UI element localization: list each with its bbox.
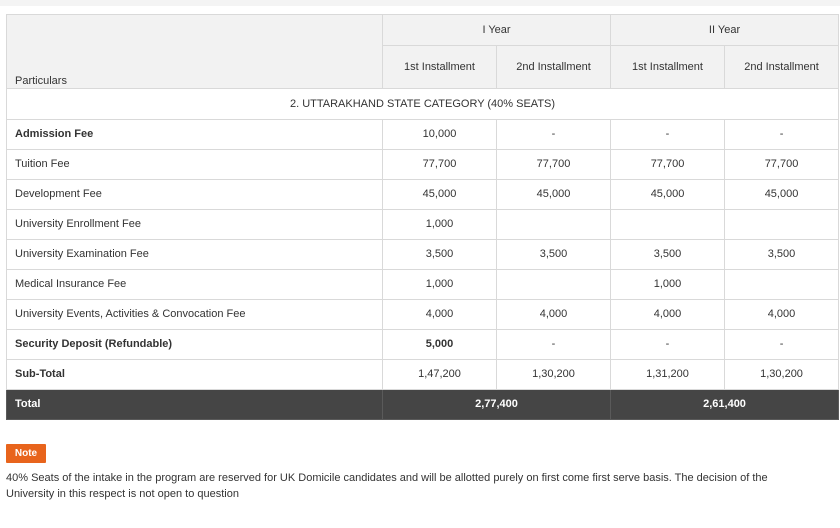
- year-2-header: II Year: [611, 15, 839, 46]
- table-cell: -: [497, 330, 611, 360]
- table-cell: -: [611, 330, 725, 360]
- table-cell: 77,700: [383, 150, 497, 180]
- particulars-header: Particulars: [7, 15, 383, 89]
- fee-structure-table: [6, 14, 839, 420]
- table-cell: 45,000: [725, 180, 839, 210]
- table-cell: 4,000: [497, 300, 611, 330]
- table-cell: 3,500: [725, 240, 839, 270]
- table-cell: 4,000: [383, 300, 497, 330]
- installment-header: 1st Installment: [611, 46, 725, 89]
- row-label: Development Fee: [7, 180, 383, 210]
- table-cell: [497, 210, 611, 240]
- table-row: [7, 300, 839, 330]
- total-year-2: 2,61,400: [611, 390, 839, 420]
- table-row: [7, 270, 839, 300]
- row-label: University Examination Fee: [7, 240, 383, 270]
- total-year-1: 2,77,400: [383, 390, 611, 420]
- installment-header: 1st Installment: [383, 46, 497, 89]
- note-text: 40% Seats of the intake in the program are reserved for UK Domicile candidates and will be allotted purely on first come first serve basis. The decision of the University in this respect is not open to question: [6, 472, 768, 500]
- subtotal-cell: 1,30,200: [725, 360, 839, 390]
- table-cell: 45,000: [383, 180, 497, 210]
- table-row: [7, 150, 839, 180]
- row-label: Medical Insurance Fee: [7, 270, 383, 300]
- table-cell: 3,500: [383, 240, 497, 270]
- table-cell: 1,000: [611, 270, 725, 300]
- subtotal-row: [7, 360, 839, 390]
- note-badge: Note: [6, 444, 46, 463]
- top-strip: [0, 0, 840, 6]
- table-row: [7, 240, 839, 270]
- year-1-header: I Year: [383, 15, 611, 46]
- table-cell: 5,000: [383, 330, 497, 360]
- table-cell: -: [725, 120, 839, 150]
- table-cell: 3,500: [497, 240, 611, 270]
- table-cell: [497, 270, 611, 300]
- row-label: Security Deposit (Refundable): [7, 330, 383, 360]
- table-cell: 77,700: [497, 150, 611, 180]
- table-cell: 77,700: [725, 150, 839, 180]
- table-cell: 4,000: [611, 300, 725, 330]
- row-label: Tuition Fee: [7, 150, 383, 180]
- table-cell: 1,000: [383, 210, 497, 240]
- row-label: Admission Fee: [7, 120, 383, 150]
- table-cell: 45,000: [497, 180, 611, 210]
- table-cell: 45,000: [611, 180, 725, 210]
- table-cell: [725, 210, 839, 240]
- table-cell: -: [497, 120, 611, 150]
- subtotal-cell: 1,47,200: [383, 360, 497, 390]
- subtotal-cell: 1,31,200: [611, 360, 725, 390]
- table-row: [7, 120, 839, 150]
- row-label: University Events, Activities & Convocation Fee: [7, 300, 383, 330]
- total-label: Total: [7, 390, 383, 420]
- table-cell: 4,000: [725, 300, 839, 330]
- category-row: [7, 89, 839, 120]
- header-row-years: [7, 15, 839, 46]
- table-cell: [725, 270, 839, 300]
- subtotal-cell: 1,30,200: [497, 360, 611, 390]
- table-cell: 3,500: [611, 240, 725, 270]
- table-cell: [611, 210, 725, 240]
- table-cell: -: [611, 120, 725, 150]
- table-row: [7, 210, 839, 240]
- installment-header: 2nd Installment: [497, 46, 611, 89]
- table-cell: 77,700: [611, 150, 725, 180]
- table-row: [7, 180, 839, 210]
- table-cell: -: [725, 330, 839, 360]
- category-title: 2. UTTARAKHAND STATE CATEGORY (40% SEATS): [7, 89, 839, 120]
- table-cell: 10,000: [383, 120, 497, 150]
- table-row: [7, 330, 839, 360]
- row-label: University Enrollment Fee: [7, 210, 383, 240]
- subtotal-label: Sub-Total: [7, 360, 383, 390]
- table-cell: 1,000: [383, 270, 497, 300]
- total-row: [7, 390, 839, 420]
- installment-header: 2nd Installment: [725, 46, 839, 89]
